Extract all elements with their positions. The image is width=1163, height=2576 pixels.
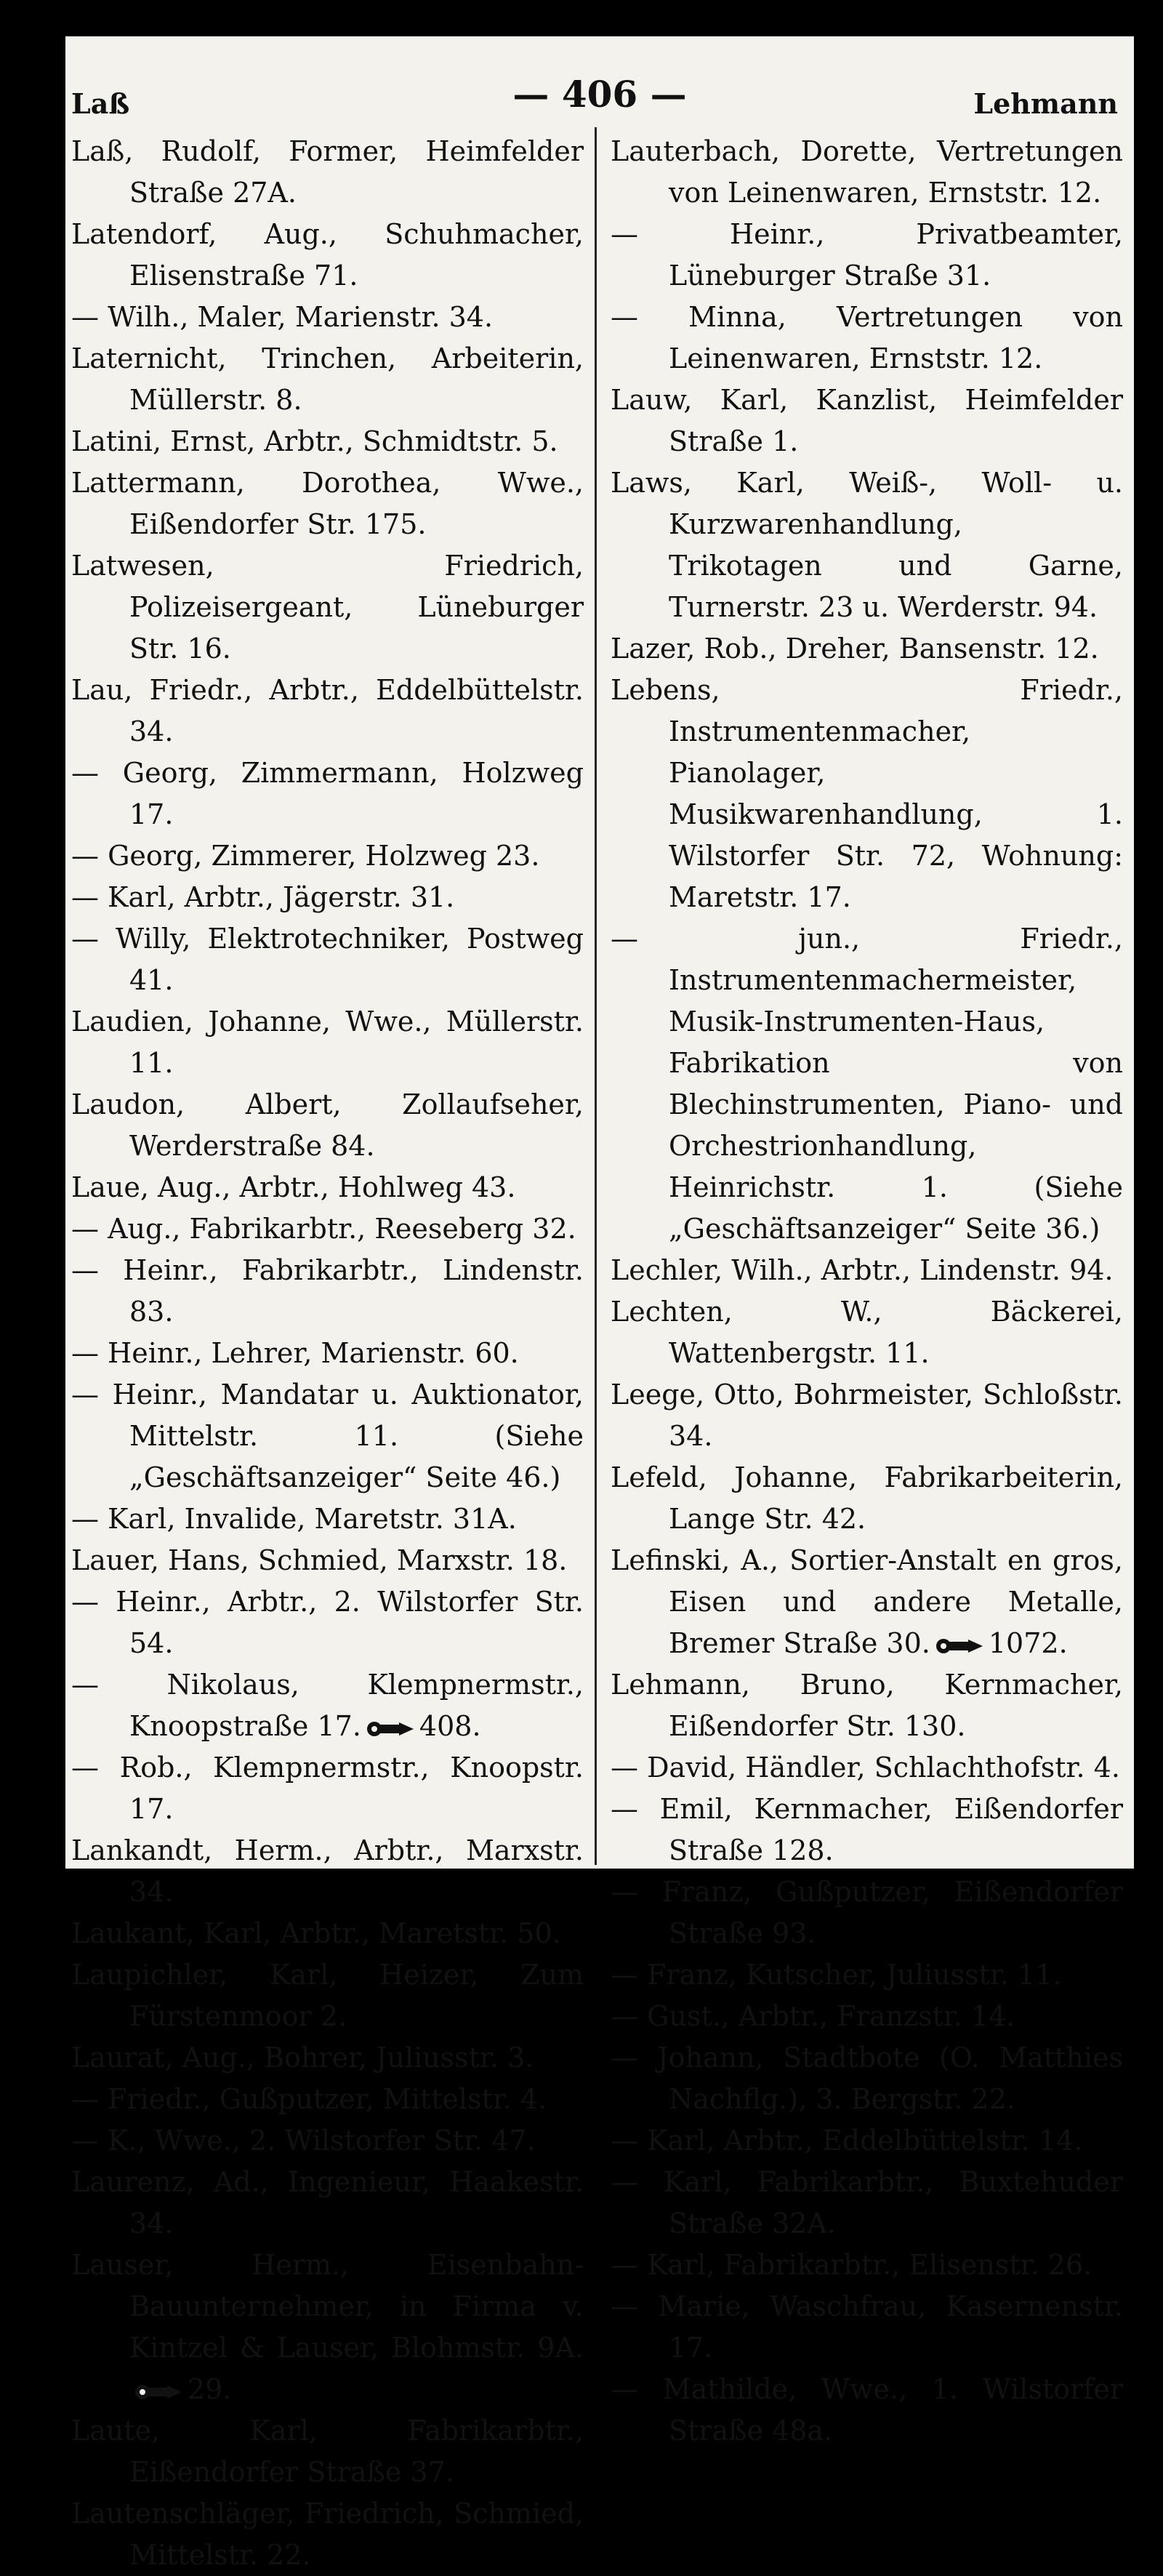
directory-entry [71,1250,584,1333]
directory-entry [611,1457,1123,1540]
column-divider [595,127,597,1865]
directory-entry [71,1581,584,1664]
directory-entry [71,462,584,545]
entry-text: — Franz, Kutscher, Juliusstr. 11. [611,1959,1062,1991]
entry-text: — Karl, Arbtr., Jägerstr. 31. [71,881,455,913]
entry-text: — Heinr., Privatbeamter, Lüneburger Straße 31. [611,218,1123,292]
entry-text: — Heinr., Arbtr., 2. Wilstorfer Str. 54. [71,1586,584,1659]
entry-text: — Johann, Stadtbote (O. Matthies Nachflg.), 3. Bergstr. 22. [611,2042,1123,2115]
directory-entry [71,545,584,670]
directory-entry [611,1871,1123,1954]
entry-text: Lau, Friedr., Arbtr., Eddelbüttelstr. 34. [71,674,584,747]
directory-entry [71,1167,584,1208]
entry-text: — Marie, Waschfrau, Kasernenstr. 17. [611,2290,1123,2364]
entry-text: Laukant, Karl, Arbtr., Maretstr. 50. [71,1917,561,1949]
directory-entry [71,131,584,214]
right-column [611,131,1123,2452]
entry-text: — Mathilde, Wwe., 1. Wilstorfer Straße 48a. [611,2373,1123,2447]
directory-entry [611,1996,1123,2037]
entry-text: — Minna, Vertretungen von Leinenwaren, Ernststr. 12. [611,301,1123,374]
directory-entry [71,2493,584,2576]
directory-entry [71,2120,584,2162]
directory-entry [71,670,584,753]
entry-text: — Emil, Kernmacher, Eißendorfer Straße 128. [611,1793,1123,1866]
entry-text: Lauer, Hans, Schmied, Marxstr. 18. [71,1544,568,1576]
entry-text: — Georg, Zimmerer, Holzweg 23. [71,840,540,872]
entry-text: — Karl, Fabrikarbtr., Elisenstr. 26. [611,2249,1092,2281]
entry-text: Lazer, Rob., Dreher, Bansenstr. 12. [611,633,1099,665]
directory-entry [71,1208,584,1250]
entry-text: Latwesen, Friedrich, Polizeisergeant, Lüneburger Str. 16. [71,550,584,665]
directory-entry [71,297,584,338]
entry-text: Lebens, Friedr., Instrumentenmacher, Pianolager, Musikwarenhandlung, 1. Wilstorfer Str. 72, Wohnung: Maretstr. 17. [611,674,1123,913]
entry-text: — Willy, Elektrotechniker, Postweg 41. [71,923,584,996]
directory-entry [611,1540,1123,1664]
directory-entry [611,1954,1123,1996]
entry-text: — Gust., Arbtr., Franzstr. 14. [611,2000,1015,2032]
directory-entry [71,2037,584,2079]
entry-text: — Karl, Invalide, Maretstr. 31A. [71,1503,517,1535]
phone-number: 1072. [988,1627,1068,1659]
directory-entry [611,670,1123,918]
entry-text: Laudien, Johanne, Wwe., Müllerstr. 11. [71,1006,584,1079]
directory-entry [611,2369,1123,2452]
directory-entry [71,877,584,918]
directory-entry [71,2244,584,2410]
telephone-icon [366,1720,415,1738]
entry-text: Lefeld, Johanne, Fabrikarbeiterin, Lange Str. 42. [611,1461,1123,1535]
entry-text: — Friedr., Gußputzer, Mittelstr. 4. [71,2083,547,2115]
directory-entry [611,1250,1123,1291]
directory-entry [71,421,584,462]
entry-text: Lehmann, Bruno, Kernmacher, Eißendorfer Str. 130. [611,1669,1123,1742]
directory-entry [611,1789,1123,1871]
left-column [71,131,584,2576]
directory-entry [71,2410,584,2493]
entry-text: — Karl, Fabrikarbtr., Buxtehuder Straße 32A. [611,2166,1123,2239]
directory-entry [611,1664,1123,1747]
entry-text: Laute, Karl, Fabrikarbtr., Eißendorfer Straße 37. [71,2415,584,2488]
entry-text: Leege, Otto, Bohrmeister, Schloßstr. 34. [611,1379,1123,1452]
page-header [65,36,1134,120]
directory-entry [71,918,584,1001]
directory-entry [611,297,1123,380]
entry-text: — jun., Friedr., Instrumentenmachermeister, Musik-Instrumenten-Haus, Fabrikation von Blechinstrumenten, Piano- und Orchestrionhandlung, Heinrichstr. 1. (Siehe „Geschäftsanzeiger“ Seite 36.) [611,923,1123,1245]
directory-entry [71,214,584,297]
directory-entry [71,1001,584,1084]
entry-text: Lankandt, Herm., Arbtr., Marxstr. 34. [71,1834,584,1908]
phone-number: 408. [419,1710,481,1742]
directory-entry [71,1664,584,1747]
directory-entry [71,1747,584,1830]
directory-entry [71,1830,584,1913]
entry-text: Lauser, Herm., Eisenbahn-Bauunternehmer, in Firma v. Kintzel & Lauser, Blohmstr. 9A. [71,2249,584,2364]
entry-text: Laurenz, Ad., Ingenieur, Haakestr. 34. [71,2166,584,2239]
entry-text: Laudon, Albert, Zollaufseher, Werderstraße 84. [71,1088,584,1162]
entry-text: — David, Händler, Schlachthofstr. 4. [611,1752,1120,1783]
directory-entry [71,1498,584,1540]
directory-entry [611,2286,1123,2369]
directory-entry [611,1291,1123,1374]
entry-text: — Aug., Fabrikarbtr., Reeseberg 32. [71,1213,576,1245]
entry-text: Laws, Karl, Weiß-, Woll- u. Kurzwarenhandlung, Trikotagen und Garne, Turnerstr. 23 u. Werderstr. 94. [611,467,1123,623]
directory-entry [71,1374,584,1498]
directory-entry [71,2162,584,2244]
directory-entry [71,1540,584,1581]
directory-entry [71,1954,584,2037]
entry-text: Laue, Aug., Arbtr., Hohlweg 43. [71,1171,516,1203]
directory-entry [611,2244,1123,2286]
running-head-left: Laß [71,87,130,120]
page-number: — 406 — [512,73,687,116]
entry-text: — Georg, Zimmermann, Holzweg 17. [71,757,584,830]
directory-entry [611,380,1123,462]
entry-text: Laß, Rudolf, Former, Heimfelder Straße 27A. [71,135,584,209]
directory-entry [611,628,1123,670]
entry-text: Latendorf, Aug., Schuhmacher, Elisenstraße 71. [71,218,584,292]
entry-text: — Nikolaus, Klempnermstr., Knoopstraße 17. [71,1669,584,1742]
entry-text: — Wilh., Maler, Marienstr. 34. [71,301,494,333]
telephone-icon [134,2383,183,2402]
directory-entry [611,2037,1123,2120]
entry-text: Lechler, Wilh., Arbtr., Lindenstr. 94. [611,1254,1114,1286]
entry-text: Lautenschläger, Friedrich, Schmied, Mittelstr. 22. [71,2497,584,2571]
entry-text: Lattermann, Dorothea, Wwe., Eißendorfer Str. 175. [71,467,584,540]
telephone-icon [935,1637,984,1656]
directory-entry [611,2120,1123,2162]
entry-text: — Heinr., Lehrer, Marienstr. 60. [71,1337,519,1369]
directory-entry [611,462,1123,628]
directory-entry [611,214,1123,297]
entry-text: Laupichler, Karl, Heizer, Zum Fürstenmoor 2. [71,1959,584,2032]
directory-entry [71,2079,584,2120]
directory-entry [71,753,584,835]
directory-entry [71,1333,584,1374]
directory-entry [611,131,1123,214]
entry-text: Latini, Ernst, Arbtr., Schmidtstr. 5. [71,425,558,457]
directory-entry [71,338,584,421]
phone-number: 29. [188,2373,232,2405]
directory-page [65,36,1134,2571]
running-head-right: Lehmann [973,87,1118,120]
directory-entry [611,1374,1123,1457]
entry-text: Lauterbach, Dorette, Vertretungen von Leinenwaren, Ernststr. 12. [611,135,1123,209]
directory-entry [611,918,1123,1250]
entry-text: Lefinski, A., Sortier-Anstalt en gros, Eisen und andere Metalle, Bremer Straße 30. [611,1544,1123,1659]
directory-entry [611,1747,1123,1789]
entry-text: Laternicht, Trinchen, Arbeiterin, Müllerstr. 8. [71,342,584,416]
entry-text: Lauw, Karl, Kanzlist, Heimfelder Straße 1. [611,384,1123,457]
directory-entry [71,835,584,877]
entry-text: — K., Wwe., 2. Wilstorfer Str. 47. [71,2124,536,2156]
directory-entry [71,1084,584,1167]
entry-text: — Heinr., Fabrikarbtr., Lindenstr. 83. [71,1254,584,1328]
directory-entry [71,1913,584,1954]
entry-text: — Rob., Klempnermstr., Knoopstr. 17. [71,1752,584,1825]
entry-text: Laurat, Aug., Bohrer, Juliusstr. 3. [71,2042,534,2074]
directory-entry [611,2162,1123,2244]
entry-text: — Karl, Arbtr., Eddelbüttelstr. 14. [611,2124,1083,2156]
entry-text: — Franz, Gußputzer, Eißendorfer Straße 93. [611,1876,1123,1949]
entry-text: — Heinr., Mandatar u. Auktionator, Mittelstr. 11. (Siehe „Geschäftsanzeiger“ Seite 46.) [71,1379,584,1493]
entry-text: Lechten, W., Bäckerei, Wattenbergstr. 11. [611,1296,1123,1369]
